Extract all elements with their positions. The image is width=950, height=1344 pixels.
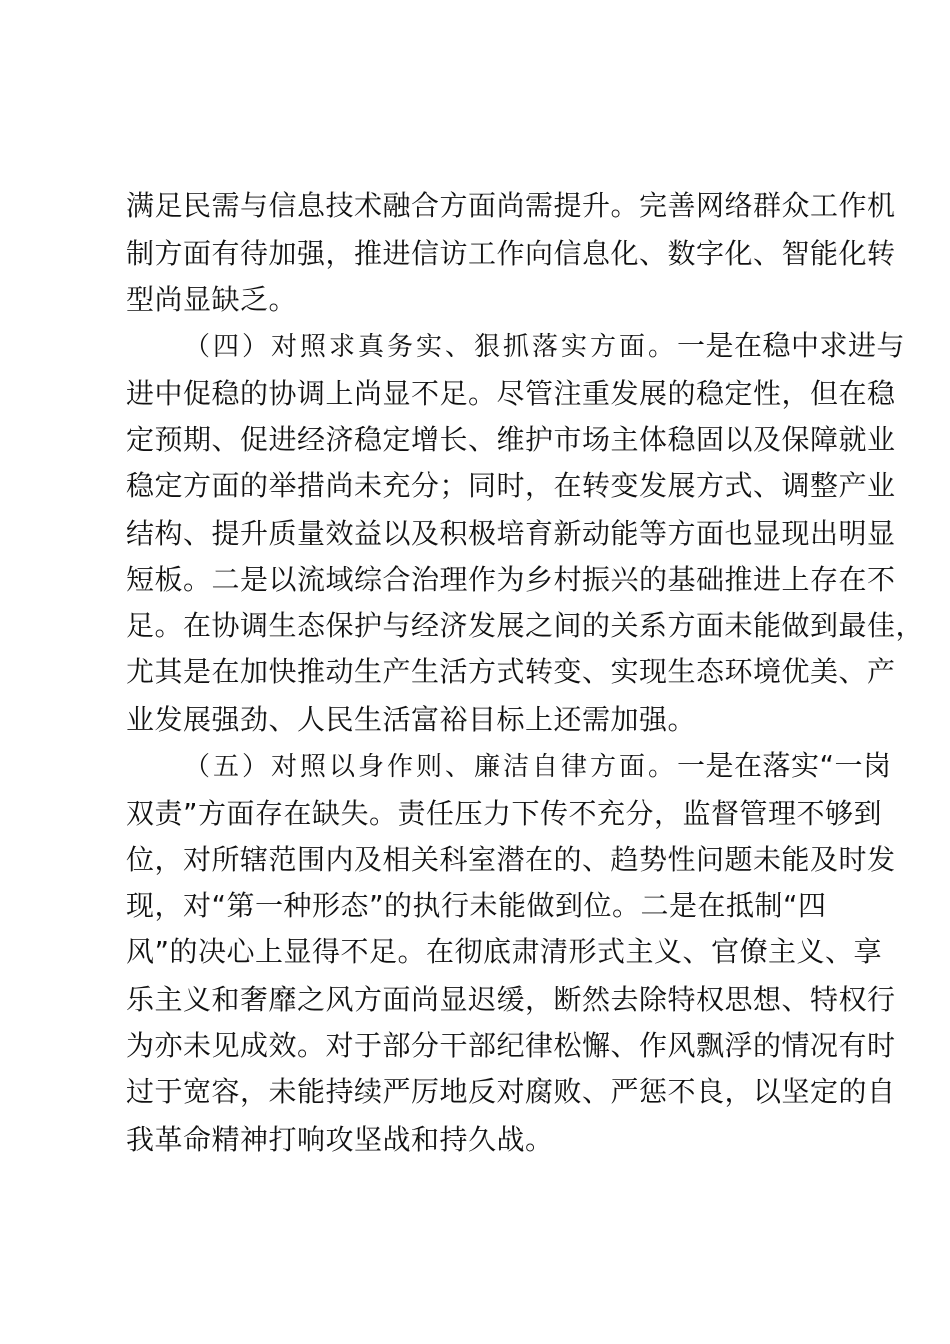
paragraph-3-line-8: 过于宽容，未能持续严厉地反对腐败、严惩不良，以坚定的自 — [126, 1075, 896, 1108]
paragraph-2-line-9: 业发展强劲、人民生活富裕目标上还需加强。 — [126, 703, 697, 736]
paragraph-3-line-3: 位，对所辖范围内及相关科室潜在的、趋势性问题未能及时发 — [126, 843, 896, 876]
paragraph-1-line-1: 满足民需与信息技术融合方面尚需提升。完善网络群众工作机 — [126, 189, 896, 222]
paragraph-3-line-1 — [184, 746, 892, 786]
paragraph-3-line-7: 为亦未见成效。对于部分干部纪律松懈、作风飘浮的情况有时 — [126, 1029, 896, 1062]
paragraph-1-line-2: 制方面有待加强，推进信访工作向信息化、数字化、智能化转 — [126, 237, 896, 270]
paragraph-3-first-line-text: 一是在落实“一岗 — [677, 749, 892, 782]
paragraph-3-line-6: 乐主义和奢靡之风方面尚显迟缓，断然去除特权思想、特权行 — [126, 983, 896, 1016]
paragraph-2-line-5: 结构、提升质量效益以及积极培育新动能等方面也显现出明显 — [126, 517, 896, 550]
paragraph-3-line-5: 风”的决心上显得不足。在彻底肃清形式主义、官僚主义、享 — [126, 935, 883, 968]
paragraph-2-line-7: 足。在协调生态保护与经济发展之间的关系方面未能做到最佳， — [126, 609, 925, 642]
paragraph-2-line-1 — [184, 326, 905, 366]
section-heading-5: （五）对照以身作则、廉洁自律方面。 — [184, 752, 678, 782]
paragraph-2-line-3: 定预期、促进经济稳定增长、维护市场主体稳固以及保障就业 — [126, 423, 896, 456]
paragraph-2-line-2: 进中促稳的协调上尚显不足。尽管注重发展的稳定性，但在稳 — [126, 377, 896, 410]
paragraph-3-line-9: 我革命精神打响攻坚战和持久战。 — [126, 1123, 554, 1156]
paragraph-3-line-2: 双责”方面存在缺失。责任压力下传不充分，监督管理不够到 — [126, 797, 883, 830]
paragraph-2-line-8: 尤其是在加快推动生产生活方式转变、实现生态环境优美、产 — [126, 655, 896, 688]
paragraph-2-line-6: 短板。二是以流域综合治理作为乡村振兴的基础推进上存在不 — [126, 563, 896, 596]
paragraph-1-line-3: 型尚显缺乏。 — [126, 283, 298, 316]
paragraph-2-first-line-text: 一是在稳中求进与 — [677, 329, 906, 362]
section-heading-4: （四）对照求真务实、狠抓落实方面。 — [184, 332, 678, 362]
paragraph-3-line-4: 现，对“第一种形态”的执行未能做到位。二是在抵制“四 — [126, 889, 827, 922]
paragraph-2-line-4: 稳定方面的举措尚未充分；同时，在转变发展方式、调整产业 — [126, 469, 896, 502]
